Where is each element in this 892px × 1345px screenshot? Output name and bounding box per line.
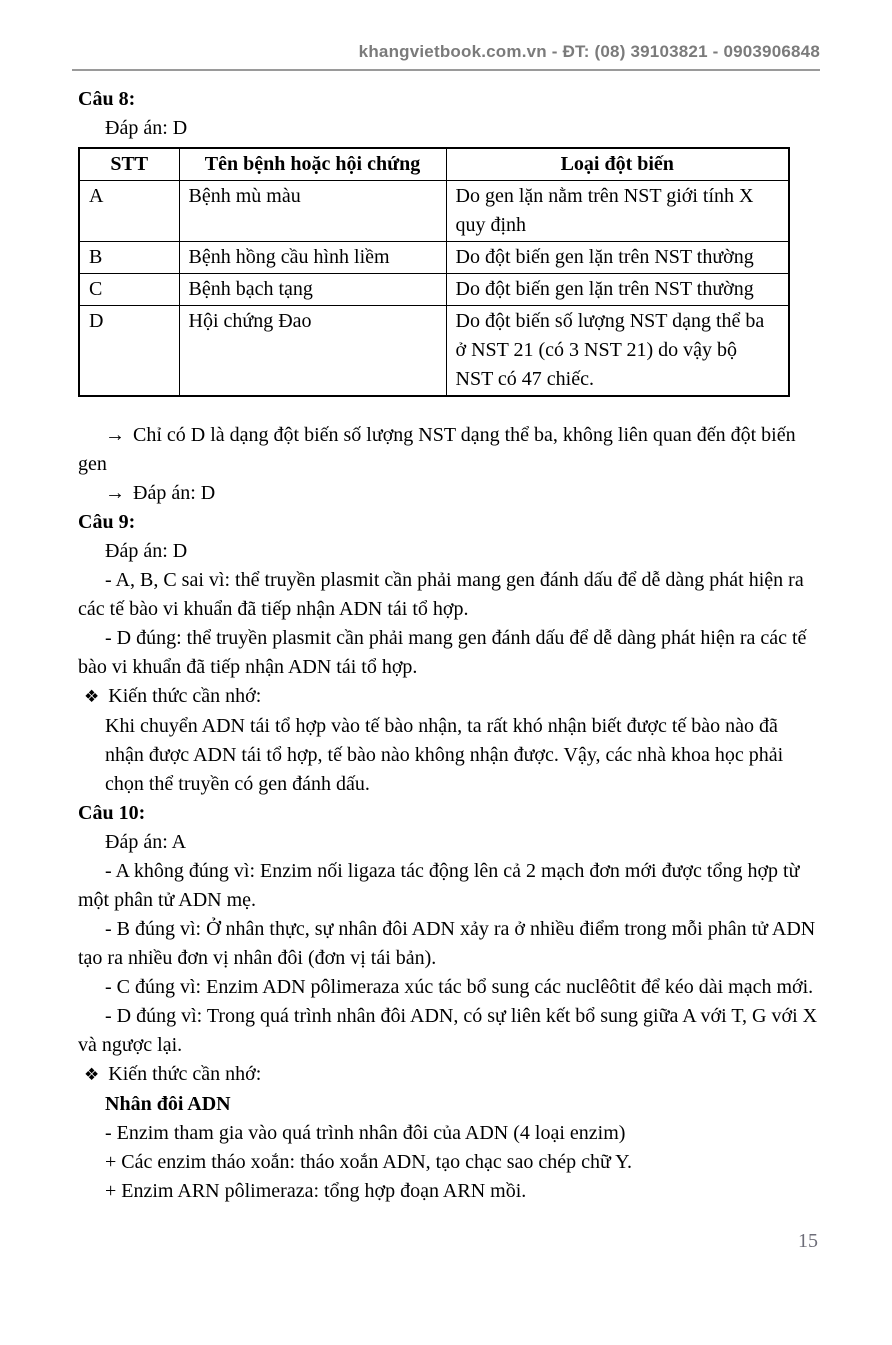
- page-content: [78, 85, 818, 1206]
- note-subtitle: Nhân đôi ADN: [105, 1093, 231, 1115]
- table-row: [79, 242, 789, 274]
- note-heading: [84, 682, 818, 712]
- conclusion-text: Đáp án: D: [133, 482, 216, 504]
- table-cell-mutation: Do đột biến số lượng NST dạng thể ba ở NST 21 (có 3 NST 21) do vậy bộ NST có 47 chiếc.: [446, 306, 789, 397]
- table-cell-mutation: Do gen lặn nằm trên NST giới tính X quy định: [446, 181, 789, 242]
- explanation-paragraph: - D đúng vì: Trong quá trình nhân đôi ADN, có sự liên kết bổ sung giữa A với T, G với X và ngược lại.: [78, 1005, 818, 1056]
- diamond-bullet-icon: ❖: [84, 1065, 100, 1085]
- table-cell-stt: A: [79, 181, 179, 242]
- note-line: + Enzim ARN pôlimeraza: tổng hợp đoạn ARN mồi.: [105, 1180, 527, 1202]
- header-rule: [72, 69, 820, 71]
- table-row: [79, 306, 789, 397]
- table-cell-disease: Bệnh hồng cầu hình liềm: [179, 242, 446, 274]
- question-10-heading: Câu 10:: [78, 802, 146, 824]
- table-header-disease: Tên bệnh hoặc hội chứng: [179, 148, 446, 181]
- note-line: - Enzim tham gia vào quá trình nhân đôi của ADN (4 loại enzim): [105, 1122, 626, 1144]
- explanation-paragraph: - D đúng: thể truyền plasmit cần phải mang gen đánh dấu để dễ dàng phát hiện ra các tế bào vi khuẩn đã tiếp nhận ADN tái tổ hợp.: [78, 627, 807, 678]
- table-cell-disease: Bệnh mù màu: [179, 181, 446, 242]
- mutation-table: [78, 147, 790, 397]
- table-row: [79, 181, 789, 242]
- note-heading: [84, 1060, 818, 1090]
- diamond-bullet-icon: ❖: [84, 687, 100, 707]
- explanation-paragraph: - A không đúng vì: Enzim nối ligaza tác động lên cả 2 mạch đơn mới được tổng hợp từ một phân tử ADN mẹ.: [78, 860, 800, 911]
- question-8-answer: Đáp án: D: [105, 117, 188, 139]
- question-10-answer: Đáp án: A: [105, 831, 187, 853]
- right-arrow-icon: →: [105, 482, 125, 504]
- table-cell-stt: C: [79, 274, 179, 306]
- table-row: [79, 274, 789, 306]
- table-cell-disease: Bệnh bạch tạng: [179, 274, 446, 306]
- note-heading-text: Kiến thức cần nhớ:: [108, 685, 262, 707]
- note-line: + Các enzim tháo xoắn: tháo xoắn ADN, tạo chạc sao chép chữ Y.: [105, 1151, 632, 1173]
- explanation-paragraph: - C đúng vì: Enzim ADN pôlimeraza xúc tác bổ sung các nuclêôtit để kéo dài mạch mới.: [105, 976, 814, 998]
- explanation-paragraph: - B đúng vì: Ở nhân thực, sự nhân đôi ADN xảy ra ở nhiều điểm trong mỗi phân tử ADN tạo ra nhiều đơn vị nhân đôi (đơn vị tái bản).: [78, 918, 816, 969]
- conclusion-text: Chỉ có D là dạng đột biến số lượng NST dạng thể ba, không liên quan đến đột biến gen: [78, 424, 796, 475]
- table-cell-mutation: Do đột biến gen lặn trên NST thường: [446, 242, 789, 274]
- table-header-stt: STT: [79, 148, 179, 181]
- table-cell-stt: D: [79, 306, 179, 397]
- right-arrow-icon: →: [105, 424, 125, 446]
- table-header-row: [79, 148, 789, 181]
- table-cell-stt: B: [79, 242, 179, 274]
- site-header: khangvietbook.com.vn - ĐT: (08) 39103821 - 0903906848: [358, 42, 820, 61]
- table-cell-mutation: Do đột biến gen lặn trên NST thường: [446, 274, 789, 306]
- question-9-answer: Đáp án: D: [105, 540, 188, 562]
- conclusion-line: [78, 479, 818, 508]
- conclusion-line: [78, 421, 818, 479]
- page-number: 15: [798, 1230, 818, 1252]
- explanation-paragraph: - A, B, C sai vì: thể truyền plasmit cần phải mang gen đánh dấu để dễ dàng phát hiện ra các tế bào vi khuẩn đã tiếp nhận ADN tái tổ hợp.: [78, 569, 804, 620]
- note-heading-text: Kiến thức cần nhớ:: [108, 1063, 262, 1085]
- table-cell-disease: Hội chứng Đao: [179, 306, 446, 397]
- question-8-heading: Câu 8:: [78, 88, 136, 110]
- question-9-heading: Câu 9:: [78, 511, 136, 533]
- table-header-mutation: Loại đột biến: [446, 148, 789, 181]
- note-body: Khi chuyển ADN tái tổ hợp vào tế bào nhận, ta rất khó nhận biết được tế bào nào đã nhận được ADN tái tổ hợp, tế bào nào không nhận được. Vậy, các nhà khoa học phải chọn thể truyền có gen đánh dấu.: [105, 715, 784, 795]
